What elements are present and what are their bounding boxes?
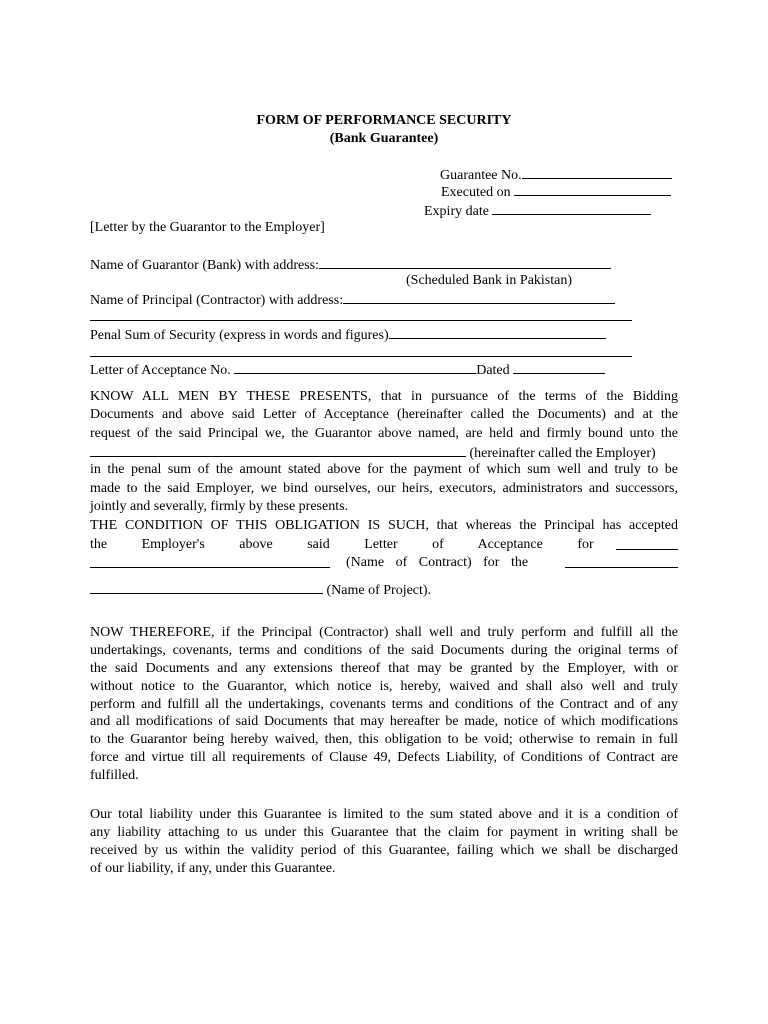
paragraph-line: the said Documents and any extensions thereof that may be granted by the Employer, with or	[90, 661, 678, 676]
letter-of-acceptance-field: Letter of Acceptance No. Dated	[90, 360, 605, 379]
contract-blank-line	[90, 554, 330, 573]
condition-line: the Employer's above said Letter of Acceptance for	[90, 537, 594, 552]
principal-field: Name of Principal (Contractor) with address:	[90, 290, 615, 309]
paragraph-line: NOW THEREFORE, if the Principal (Contractor) shall well and truly perform and fulfill all the	[90, 625, 678, 640]
blank-rule	[90, 356, 632, 357]
paragraph-line: fulfilled.	[90, 768, 139, 783]
paragraph-line: made to the said Employer, we bind ourselves, our heirs, executors, administrators and successors,	[90, 481, 678, 496]
paragraph-line: KNOW ALL MEN BY THESE PRESENTS, that in pursuance of the terms of the Bidding	[90, 389, 678, 404]
paragraph-line: and all modifications of said Documents that may hereafter be made, notice of which modifications	[90, 714, 678, 729]
paragraph-line: Our total liability under this Guarantee is limited to the sum stated above and it is a condition of	[90, 807, 678, 822]
guarantor-field: Name of Guarantor (Bank) with address:	[90, 255, 611, 274]
form-title: FORM OF PERFORMANCE SECURITY	[256, 113, 512, 128]
paragraph-line: undertakings, covenants, terms and conditions of the said Documents during the original terms of	[90, 643, 678, 658]
form-subtitle: (Bank Guarantee)	[329, 131, 439, 146]
paragraph-line: force and virtue till all requirements of Clause 49, Defects Liability, of Conditions of Contract are	[90, 750, 678, 765]
paragraph-line: perform and fulfill all the undertakings, covenants terms and conditions of the Contract and of any	[90, 697, 678, 712]
paragraph-line: to the Guarantor being hereby waived, then, this obligation to be void; otherwise to remain in full	[90, 732, 678, 747]
letter-by-line: [Letter by the Guarantor to the Employer]	[90, 220, 325, 235]
penal-sum-field: Penal Sum of Security (express in words and figures)	[90, 325, 606, 344]
scheduled-bank-note: (Scheduled Bank in Pakistan)	[406, 273, 573, 288]
paragraph-line: received by us within the validity period of this Guarantee, failing which we shall be discharged	[90, 843, 678, 858]
project-blank-line: (Name of Project).	[90, 580, 431, 599]
blank-rule	[616, 536, 678, 555]
blank-rule	[565, 554, 678, 573]
paragraph-line: in the penal sum of the amount stated above for the payment of which sum well and truly to be	[90, 462, 678, 477]
paragraph-line: of our liability, if any, under this Guarantee.	[90, 861, 336, 876]
executed-on-field: Executed on	[441, 182, 671, 201]
paragraph-line: jointly and severally, firmly by these presents.	[90, 499, 349, 514]
paragraph-line: request of the said Principal we, the Guarantor above named, are held and firmly bound unto the	[90, 426, 678, 441]
guarantee-no-field: Guarantee No.	[440, 165, 672, 184]
expiry-date-field: Expiry date	[424, 201, 651, 220]
blank-rule	[90, 320, 632, 321]
paragraph-line: any liability attaching to us under this Guarantee that the claim for payment in writing shall be	[90, 825, 678, 840]
employer-blank-line: (hereinafter called the Employer)	[90, 443, 656, 462]
paragraph-line: Documents and above said Letter of Acceptance (hereinafter called the Documents) and at the	[90, 407, 678, 422]
paragraph-line: without notice to the Guarantor, which notice is, hereby, waived and shall also well and truly	[90, 679, 678, 694]
paragraph-line: THE CONDITION OF THIS OBLIGATION IS SUCH, that whereas the Principal has accepted	[90, 518, 678, 533]
contract-label: (Name of Contract) for the	[346, 555, 529, 570]
